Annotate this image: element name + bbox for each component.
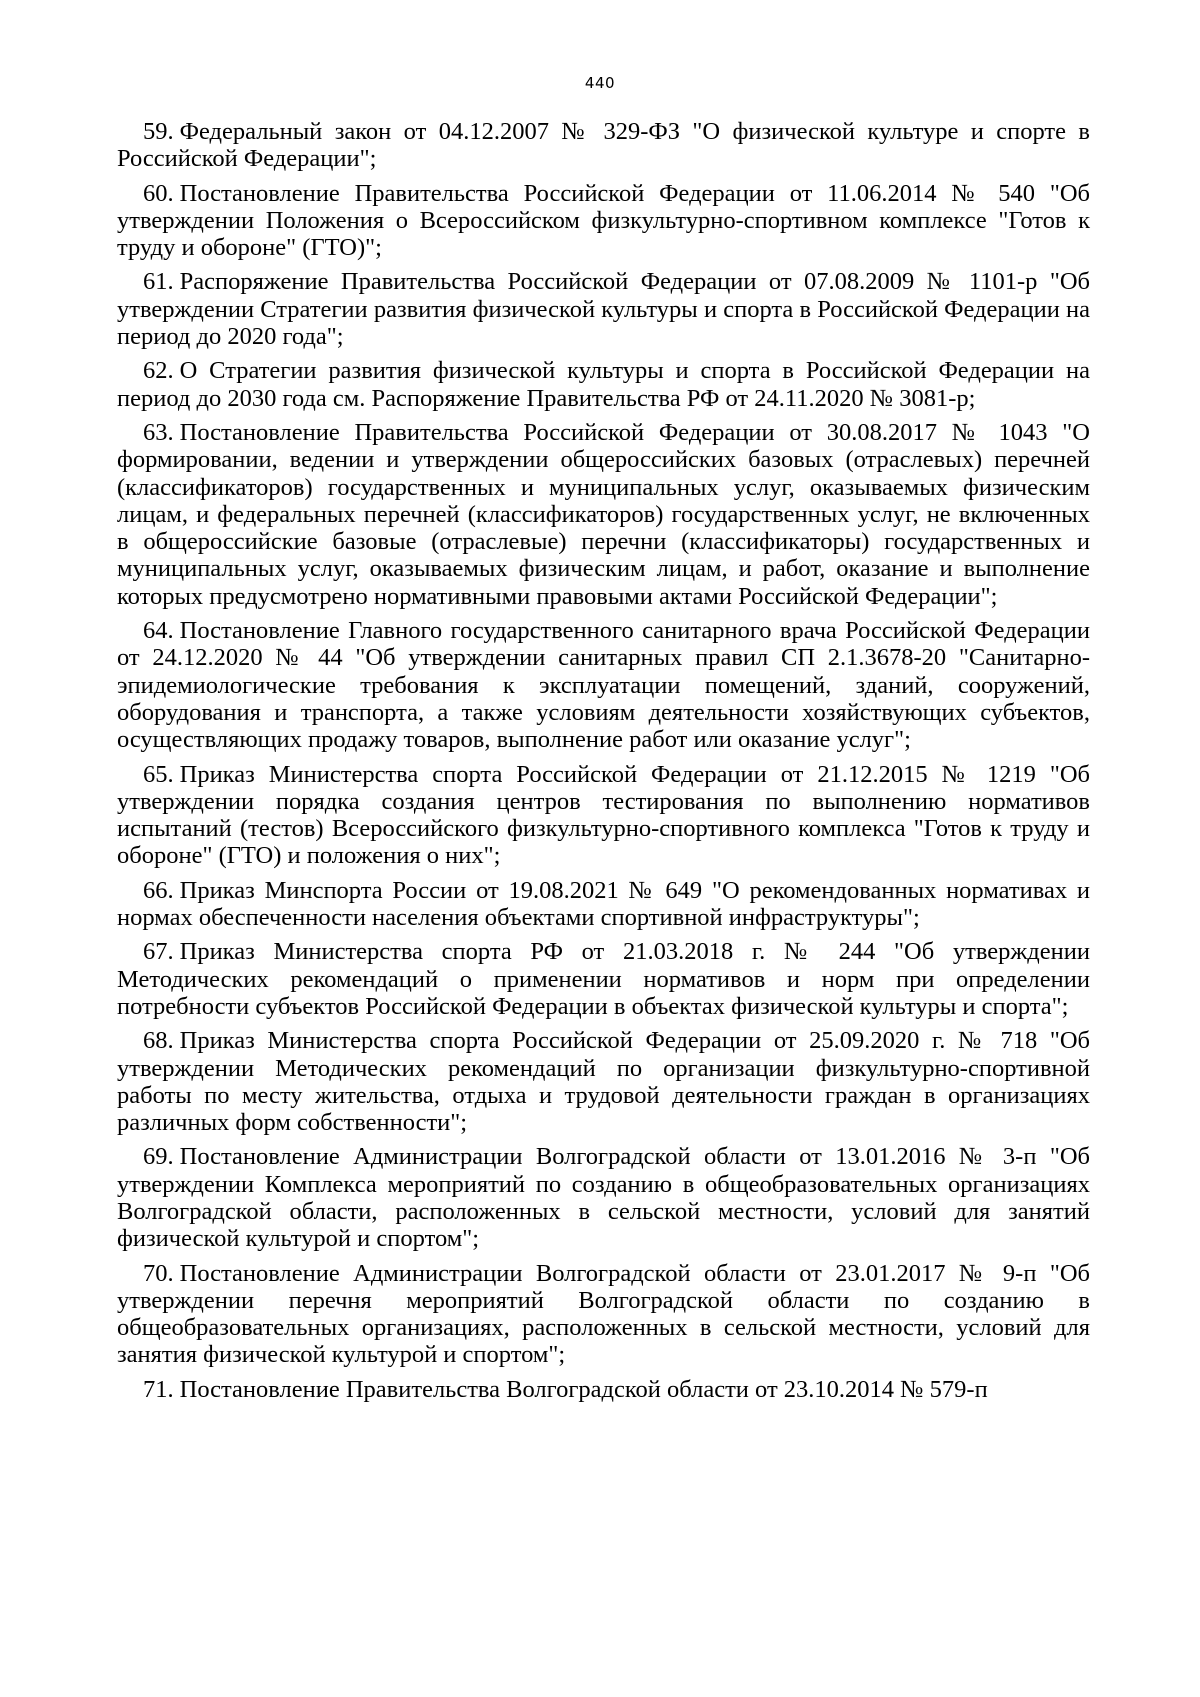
list-item — [117, 268, 1090, 350]
list-item — [117, 761, 1090, 870]
item-text: Распоряжение Правительства Российской Федерации от 07.08.2009 № 1101-р "Об утверждении Стратегии развития физической культуры и спорта в Российской Федерации на период до 2020 года"; — [117, 268, 1090, 351]
item-text: Приказ Министерства спорта РФ от 21.03.2018 г. № 244 "Об утверждении Методических рекомендаций о применении нормативов и норм при определении потребности субъектов Российской Федерации в объектах физической культуры и спорта"; — [117, 938, 1090, 1020]
item-number: 70. — [143, 1259, 174, 1287]
item-number: 69. — [143, 1143, 174, 1171]
item-number: 63. — [143, 418, 174, 446]
item-number: 71. — [143, 1375, 174, 1403]
list-item — [117, 1376, 1090, 1403]
list-item — [117, 357, 1090, 412]
item-text: Постановление Главного государственного санитарного врача Российской Федерации от 24.12.2020 № 44 "Об утверждении санитарных правил СП 2.1.3678-20 "Санитарно-эпидемиологические требования к эксплуатации помещений, зданий, сооружений, оборудования и транспорта, а также условиям деятельности хозяйствующих субъектов, осуществляющих продажу товаров, выполнение работ или оказание услуг"; — [117, 617, 1090, 754]
item-number: 66. — [143, 876, 174, 904]
list-item — [117, 877, 1090, 932]
item-number: 61. — [143, 268, 174, 296]
list-item — [117, 419, 1090, 610]
list-item — [117, 1027, 1090, 1136]
item-text: Приказ Минспорта России от 19.08.2021 № 649 "О рекомендованных нормативах и нормах обеспеченности населения объектами спортивной инфраструктуры"; — [117, 876, 1090, 932]
item-number: 60. — [143, 179, 174, 207]
item-text: Приказ Министерства спорта Российской Федерации от 21.12.2015 № 1219 "Об утверждении порядка создания центров тестирования по выполнению нормативов испытаний (тестов) Всероссийского физкультурно-спортивного комплекса "Готов к труду и обороне" (ГТО) и положения о них"; — [117, 760, 1090, 870]
list-item — [117, 1143, 1090, 1252]
item-number: 68. — [143, 1027, 174, 1055]
item-number: 64. — [143, 617, 174, 645]
list-item — [117, 617, 1090, 753]
list-item — [117, 180, 1090, 262]
item-text: Постановление Администрации Волгоградской области от 23.01.2017 № 9-п "Об утверждении перечня мероприятий Волгоградской области по созданию в общеобразовательных организациях, расположенных в сельской местности, условий для занятия физической культурой и спортом"; — [117, 1259, 1090, 1369]
item-text: О Стратегии развития физической культуры и спорта в Российской Федерации на период до 2030 года см. Распоряжение Правительства РФ от 24.11.2020 № 3081-р; — [117, 357, 1090, 412]
reference-list — [117, 118, 1090, 1410]
item-text: Постановление Правительства Российской Федерации от 30.08.2017 № 1043 "О формировании, ведении и утверждении общероссийских базовых (отраслевых) перечней (классификаторов) государственных и муниципальных услуг, оказываемых физическим лицам, и федеральных перечней (классификаторов) государственных услуг, не включенных в общероссийские базовые (отраслевые) перечни (классификаторы) государственных и муниципальных услуг, оказываемых физическим лицам, и работ, оказание и выполнение которых предусмотрено нормативными правовыми актами Российской Федерации"; — [117, 418, 1090, 610]
list-item — [117, 938, 1090, 1020]
page-number: 440 — [584, 74, 616, 92]
item-number: 62. — [143, 357, 174, 385]
item-text: Постановление Правительства Волгоградской области от 23.10.2014 № 579-п — [179, 1375, 988, 1403]
item-number: 59. — [143, 118, 174, 145]
item-text: Постановление Правительства Российской Федерации от 11.06.2014 № 540 "Об утверждении Положения о Всероссийском физкультурно-спортивном комплексе "Готов к труду и обороне" (ГТО)"; — [117, 179, 1090, 262]
item-number: 67. — [143, 938, 174, 966]
item-number: 65. — [143, 760, 174, 788]
item-text: Федеральный закон от 04.12.2007 № 329-ФЗ "О физической культуре и спорте в Российской Федерации"; — [117, 118, 1090, 173]
list-item — [117, 118, 1090, 173]
list-item — [117, 1260, 1090, 1369]
item-text: Приказ Министерства спорта Российской Федерации от 25.09.2020 г. № 718 "Об утверждении Методических рекомендаций по организации физкультурно-спортивной работы по месту жительства, отдыха и трудовой деятельности граждан в организациях различных форм собственности"; — [117, 1027, 1090, 1137]
item-text: Постановление Администрации Волгоградской области от 13.01.2016 № 3-п "Об утверждении Комплекса мероприятий по созданию в общеобразовательных организациях Волгоградской области, расположенных в сельской местности, условий для занятий физической культурой и спортом"; — [117, 1143, 1090, 1253]
